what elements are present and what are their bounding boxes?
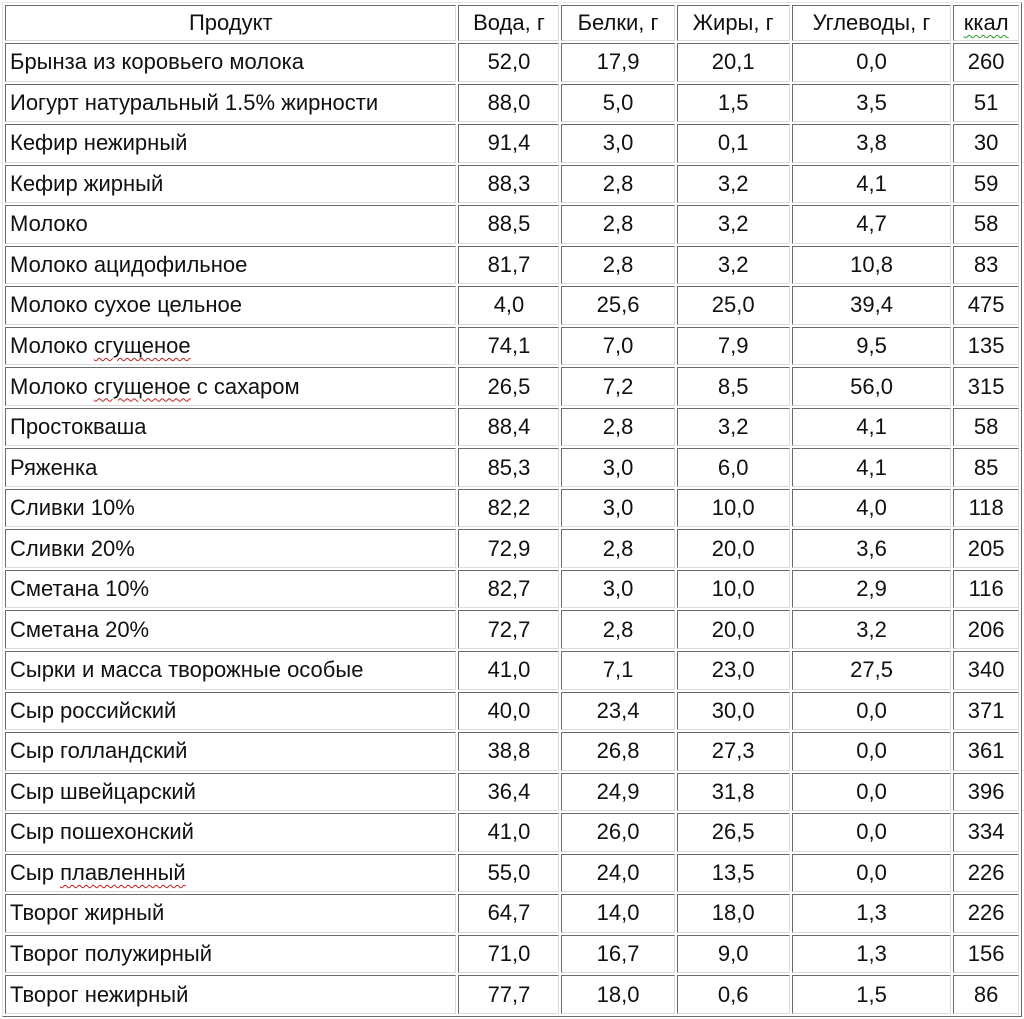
cell-carbs: 3,2 [792, 610, 952, 649]
cell-carbs: 0,0 [792, 854, 952, 893]
cell-fat: 10,0 [677, 570, 790, 609]
cell-fat: 26,5 [677, 813, 790, 852]
cell-protein: 2,8 [561, 610, 674, 649]
cell-water: 41,0 [458, 651, 559, 690]
cell-water: 40,0 [458, 692, 559, 731]
cell-product-name: Молоко сгущеное [5, 327, 456, 366]
cell-water: 55,0 [458, 854, 559, 893]
cell-kcal: 226 [953, 894, 1019, 933]
table-row [5, 894, 1019, 933]
cell-protein: 7,2 [561, 367, 674, 406]
cell-protein: 5,0 [561, 84, 674, 123]
cell-fat: 13,5 [677, 854, 790, 893]
cell-fat: 3,2 [677, 205, 790, 244]
cell-protein: 2,8 [561, 205, 674, 244]
cell-kcal: 334 [953, 813, 1019, 852]
cell-carbs: 1,3 [792, 894, 952, 933]
cell-water: 85,3 [458, 448, 559, 487]
cell-water: 91,4 [458, 124, 559, 163]
cell-product-name: Простокваша [5, 408, 456, 447]
cell-protein: 3,0 [561, 124, 674, 163]
cell-fat: 23,0 [677, 651, 790, 690]
cell-product-name: Сырки и масса творожные особые [5, 651, 456, 690]
cell-carbs: 4,1 [792, 165, 952, 204]
table-row [5, 773, 1019, 812]
cell-water: 72,7 [458, 610, 559, 649]
cell-kcal: 116 [953, 570, 1019, 609]
cell-fat: 27,3 [677, 732, 790, 771]
cell-product-name: Творог жирный [5, 894, 456, 933]
cell-carbs: 0,0 [792, 692, 952, 731]
header-water-label: Вода, г [473, 10, 545, 35]
cell-protein: 23,4 [561, 692, 674, 731]
table-row [5, 732, 1019, 771]
cell-water: 77,7 [458, 975, 559, 1014]
cell-fat: 18,0 [677, 894, 790, 933]
cell-carbs: 4,1 [792, 448, 952, 487]
cell-water: 72,9 [458, 529, 559, 568]
cell-water: 74,1 [458, 327, 559, 366]
cell-carbs: 0,0 [792, 43, 952, 82]
cell-fat: 3,2 [677, 246, 790, 285]
cell-water: 71,0 [458, 935, 559, 974]
cell-fat: 30,0 [677, 692, 790, 731]
cell-water: 41,0 [458, 813, 559, 852]
cell-water: 36,4 [458, 773, 559, 812]
table-body [5, 43, 1019, 1014]
cell-protein: 3,0 [561, 489, 674, 528]
cell-kcal: 205 [953, 529, 1019, 568]
cell-protein: 3,0 [561, 570, 674, 609]
cell-kcal: 206 [953, 610, 1019, 649]
table-row [5, 975, 1019, 1014]
cell-product-name: Творог нежирный [5, 975, 456, 1014]
table-row [5, 651, 1019, 690]
header-product: Продукт [5, 5, 456, 41]
cell-water: 88,0 [458, 84, 559, 123]
table-row [5, 610, 1019, 649]
cell-product-name: Брынза из коровьего молока [5, 43, 456, 82]
cell-water: 81,7 [458, 246, 559, 285]
cell-kcal: 475 [953, 286, 1019, 325]
table-row [5, 570, 1019, 609]
cell-kcal: 118 [953, 489, 1019, 528]
cell-carbs: 1,5 [792, 975, 952, 1014]
cell-product-name: Молоко ацидофильное [5, 246, 456, 285]
cell-fat: 8,5 [677, 367, 790, 406]
cell-fat: 3,2 [677, 165, 790, 204]
cell-protein: 25,6 [561, 286, 674, 325]
cell-product-name: Сметана 20% [5, 610, 456, 649]
cell-kcal: 361 [953, 732, 1019, 771]
cell-carbs: 0,0 [792, 813, 952, 852]
cell-fat: 7,9 [677, 327, 790, 366]
table-row [5, 813, 1019, 852]
table-row [5, 692, 1019, 731]
table-row [5, 935, 1019, 974]
cell-protein: 17,9 [561, 43, 674, 82]
cell-fat: 10,0 [677, 489, 790, 528]
cell-carbs: 1,3 [792, 935, 952, 974]
cell-carbs: 4,7 [792, 205, 952, 244]
cell-protein: 24,0 [561, 854, 674, 893]
cell-water: 26,5 [458, 367, 559, 406]
cell-protein: 26,0 [561, 813, 674, 852]
cell-water: 64,7 [458, 894, 559, 933]
cell-water: 88,5 [458, 205, 559, 244]
cell-carbs: 3,6 [792, 529, 952, 568]
cell-protein: 18,0 [561, 975, 674, 1014]
cell-kcal: 85 [953, 448, 1019, 487]
cell-product-name: Сыр пошехонский [5, 813, 456, 852]
cell-product-name: Ряженка [5, 448, 456, 487]
cell-product-name: Сыр плавленный [5, 854, 456, 893]
table-row [5, 327, 1019, 366]
cell-product-name: Сметана 10% [5, 570, 456, 609]
header-protein: Белки, г [561, 5, 674, 41]
cell-kcal: 86 [953, 975, 1019, 1014]
cell-protein: 7,1 [561, 651, 674, 690]
cell-carbs: 3,8 [792, 124, 952, 163]
cell-kcal: 58 [953, 408, 1019, 447]
header-water [458, 5, 559, 41]
cell-carbs: 4,0 [792, 489, 952, 528]
table-row [5, 529, 1019, 568]
table-row [5, 367, 1019, 406]
cell-protein: 2,8 [561, 246, 674, 285]
cell-fat: 20,0 [677, 529, 790, 568]
table-row [5, 408, 1019, 447]
cell-carbs: 0,0 [792, 773, 952, 812]
cell-fat: 0,6 [677, 975, 790, 1014]
spellcheck-mark: сгущеное [93, 332, 191, 358]
cell-product-name: Сыр голландский [5, 732, 456, 771]
cell-product-name: Молоко [5, 205, 456, 244]
cell-kcal: 371 [953, 692, 1019, 731]
cell-fat: 3,2 [677, 408, 790, 447]
cell-carbs: 56,0 [792, 367, 952, 406]
cell-protein: 2,8 [561, 529, 674, 568]
cell-fat: 9,0 [677, 935, 790, 974]
cell-carbs: 2,9 [792, 570, 952, 609]
cell-carbs: 27,5 [792, 651, 952, 690]
cell-water: 4,0 [458, 286, 559, 325]
cell-product-name: Молоко сухое цельное [5, 286, 456, 325]
cell-kcal: 30 [953, 124, 1019, 163]
cell-kcal: 83 [953, 246, 1019, 285]
cell-product-name: Сыр швейцарский [5, 773, 456, 812]
cell-kcal: 226 [953, 854, 1019, 893]
cell-kcal: 51 [953, 84, 1019, 123]
cell-fat: 20,0 [677, 610, 790, 649]
cell-fat: 20,1 [677, 43, 790, 82]
cell-carbs: 4,1 [792, 408, 952, 447]
table-row [5, 246, 1019, 285]
cell-kcal: 260 [953, 43, 1019, 82]
cell-carbs: 9,5 [792, 327, 952, 366]
spellcheck-mark: ккал [963, 10, 1009, 35]
cell-carbs: 10,8 [792, 246, 952, 285]
header-fat: Жиры, г [677, 5, 790, 41]
cell-protein: 3,0 [561, 448, 674, 487]
cell-kcal: 135 [953, 327, 1019, 366]
nutrition-table [2, 2, 1022, 1017]
cell-product-name: Сливки 10% [5, 489, 456, 528]
cell-product-name: Сливки 20% [5, 529, 456, 568]
cell-kcal: 340 [953, 651, 1019, 690]
cell-fat: 31,8 [677, 773, 790, 812]
table-row [5, 124, 1019, 163]
cell-kcal: 396 [953, 773, 1019, 812]
cell-water: 88,4 [458, 408, 559, 447]
cell-water: 52,0 [458, 43, 559, 82]
cell-product-name: Кефир жирный [5, 165, 456, 204]
cell-protein: 2,8 [561, 165, 674, 204]
cell-protein: 7,0 [561, 327, 674, 366]
cell-water: 82,7 [458, 570, 559, 609]
table-row [5, 448, 1019, 487]
cell-carbs: 39,4 [792, 286, 952, 325]
cell-fat: 25,0 [677, 286, 790, 325]
spellcheck-mark: плавленный [60, 859, 186, 885]
cell-protein: 14,0 [561, 894, 674, 933]
cell-kcal: 315 [953, 367, 1019, 406]
cell-product-name: Молоко сгущеное с сахаром [5, 367, 456, 406]
cell-product-name: Кефир нежирный [5, 124, 456, 163]
cell-kcal: 59 [953, 165, 1019, 204]
cell-water: 88,3 [458, 165, 559, 204]
header-carbs: Углеводы, г [792, 5, 952, 41]
cell-product-name: Сыр российский [5, 692, 456, 731]
spellcheck-mark: сгущеное [93, 373, 191, 399]
cell-protein: 26,8 [561, 732, 674, 771]
cell-fat: 0,1 [677, 124, 790, 163]
table-row [5, 286, 1019, 325]
cell-water: 38,8 [458, 732, 559, 771]
header-kcal [953, 5, 1019, 41]
table-row [5, 43, 1019, 82]
cell-carbs: 0,0 [792, 732, 952, 771]
cell-carbs: 3,5 [792, 84, 952, 123]
cell-fat: 6,0 [677, 448, 790, 487]
cell-product-name: Творог полужирный [5, 935, 456, 974]
table-row [5, 854, 1019, 893]
cell-water: 82,2 [458, 489, 559, 528]
cell-product-name: Иогурт натуральный 1.5% жирности [5, 84, 456, 123]
cell-kcal: 156 [953, 935, 1019, 974]
cell-protein: 24,9 [561, 773, 674, 812]
header-row [5, 5, 1019, 41]
table-row [5, 84, 1019, 123]
cell-kcal: 58 [953, 205, 1019, 244]
table-row [5, 165, 1019, 204]
cell-protein: 2,8 [561, 408, 674, 447]
cell-protein: 16,7 [561, 935, 674, 974]
table-row [5, 205, 1019, 244]
cell-fat: 1,5 [677, 84, 790, 123]
table-row [5, 489, 1019, 528]
